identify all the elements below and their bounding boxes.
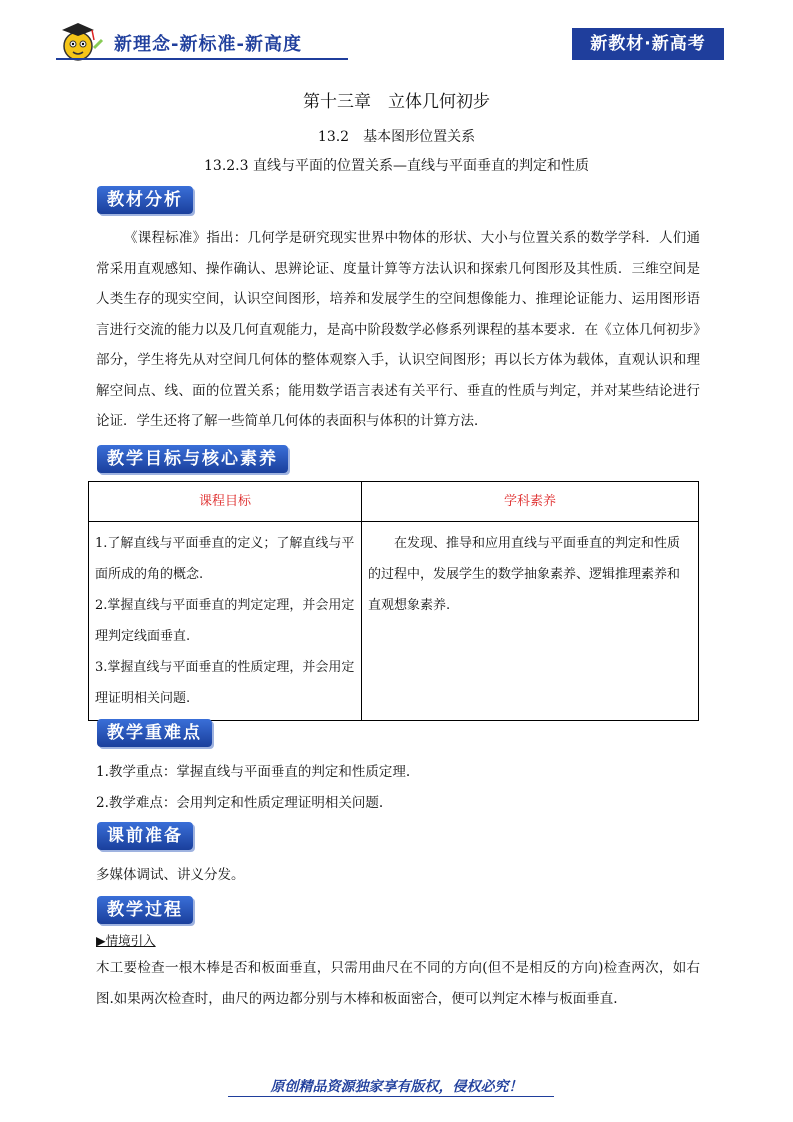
goals-literacy-cell: 在发现、推导和应用直线与平面垂直的判定和性质的过程中，发展学生的数学抽象素养、逻辑推理素养和直观想象素养. bbox=[362, 522, 699, 721]
goals-course-targets-cell bbox=[89, 522, 362, 721]
page-header bbox=[0, 0, 793, 72]
preparation-text: 多媒体调试、讲义分发。 bbox=[96, 867, 245, 883]
copyright-footer: 原创精品资源独家享有版权，侵权必究！ bbox=[270, 1079, 523, 1095]
keypoints-heading-badge: 教学重难点 bbox=[97, 719, 212, 747]
goal-item: 3.掌握直线与平面垂直的性质定理，并会用定理证明相关问题. bbox=[95, 660, 355, 706]
goal-item: 1.了解直线与平面垂直的定义；了解直线与平面所成的角的概念. bbox=[95, 536, 355, 582]
goals-table bbox=[88, 481, 699, 721]
key-point-1: 1.教学重点：掌握直线与平面垂直的判定和性质定理. bbox=[96, 764, 411, 780]
goals-col1-header: 课程目标 bbox=[89, 482, 362, 522]
chapter-title: 第十三章 立体几何初步 bbox=[303, 92, 490, 112]
process-paragraph: 木工要检查一根木棒是否和板面垂直，只需用曲尺在不同的方向(但不是相反的方向)检查两次，如右图.如果两次检查时，曲尺的两边都分别与木棒和板面密合，便可以判定木棒与板面垂直. bbox=[96, 960, 700, 1007]
subsection-title: 13.2.3 直线与平面的位置关系—直线与平面垂直的判定和性质 bbox=[204, 158, 589, 174]
goals-heading-badge: 教学目标与核心素养 bbox=[97, 445, 288, 473]
header-slogan-left: 新理念-新标准-新高度 bbox=[114, 34, 302, 55]
analysis-heading-badge: 教材分析 bbox=[97, 186, 193, 214]
footer-underline bbox=[228, 1096, 554, 1097]
analysis-paragraph: 《课程标准》指出：几何学是研究现实世界中物体的形状、大小与位置关系的数学学科．人们通常采用直观感知、操作确认、思辨论证、度量计算等方法认识和探索几何图形及其性质．三维空间是人类生存的现实空间，认识空间图形，培养和发展学生的空间想像能力、推理论证能力、运用图形语言进行交流的能力以及几何直观能力，是高中阶段数学必修系列课程的基本要求．在《立体几何初步》部分，学生将先从对空间几何体的整体观察入手，认识空间图形；再以长方体为载体，直观认识和理解空间点、线、面的位置关系；能用数学语言表述有关平行、垂直的性质与判定，并对某些结论进行论证．学生还将了解一些简单几何体的表面积与体积的计算方法． bbox=[96, 230, 700, 429]
goals-table-row bbox=[89, 522, 699, 721]
goal-item: 2.掌握直线与平面垂直的判定定理，并会用定理判定线面垂直. bbox=[95, 598, 355, 644]
goals-col2-header: 学科素养 bbox=[362, 482, 699, 522]
header-slogan-right: 新教材·新高考 bbox=[572, 28, 724, 60]
preparation-heading-badge: 课前准备 bbox=[97, 822, 193, 850]
process-heading-badge: 教学过程 bbox=[97, 896, 193, 924]
section-title: 13.2 基本图形位置关系 bbox=[317, 129, 476, 145]
goals-table-header-row bbox=[89, 482, 699, 522]
scenario-intro-subtitle: ▶情境引入 bbox=[96, 933, 156, 948]
key-point-2: 2.教学难点：会用判定和性质定理证明相关问题. bbox=[96, 795, 384, 811]
header-underline bbox=[56, 58, 348, 60]
